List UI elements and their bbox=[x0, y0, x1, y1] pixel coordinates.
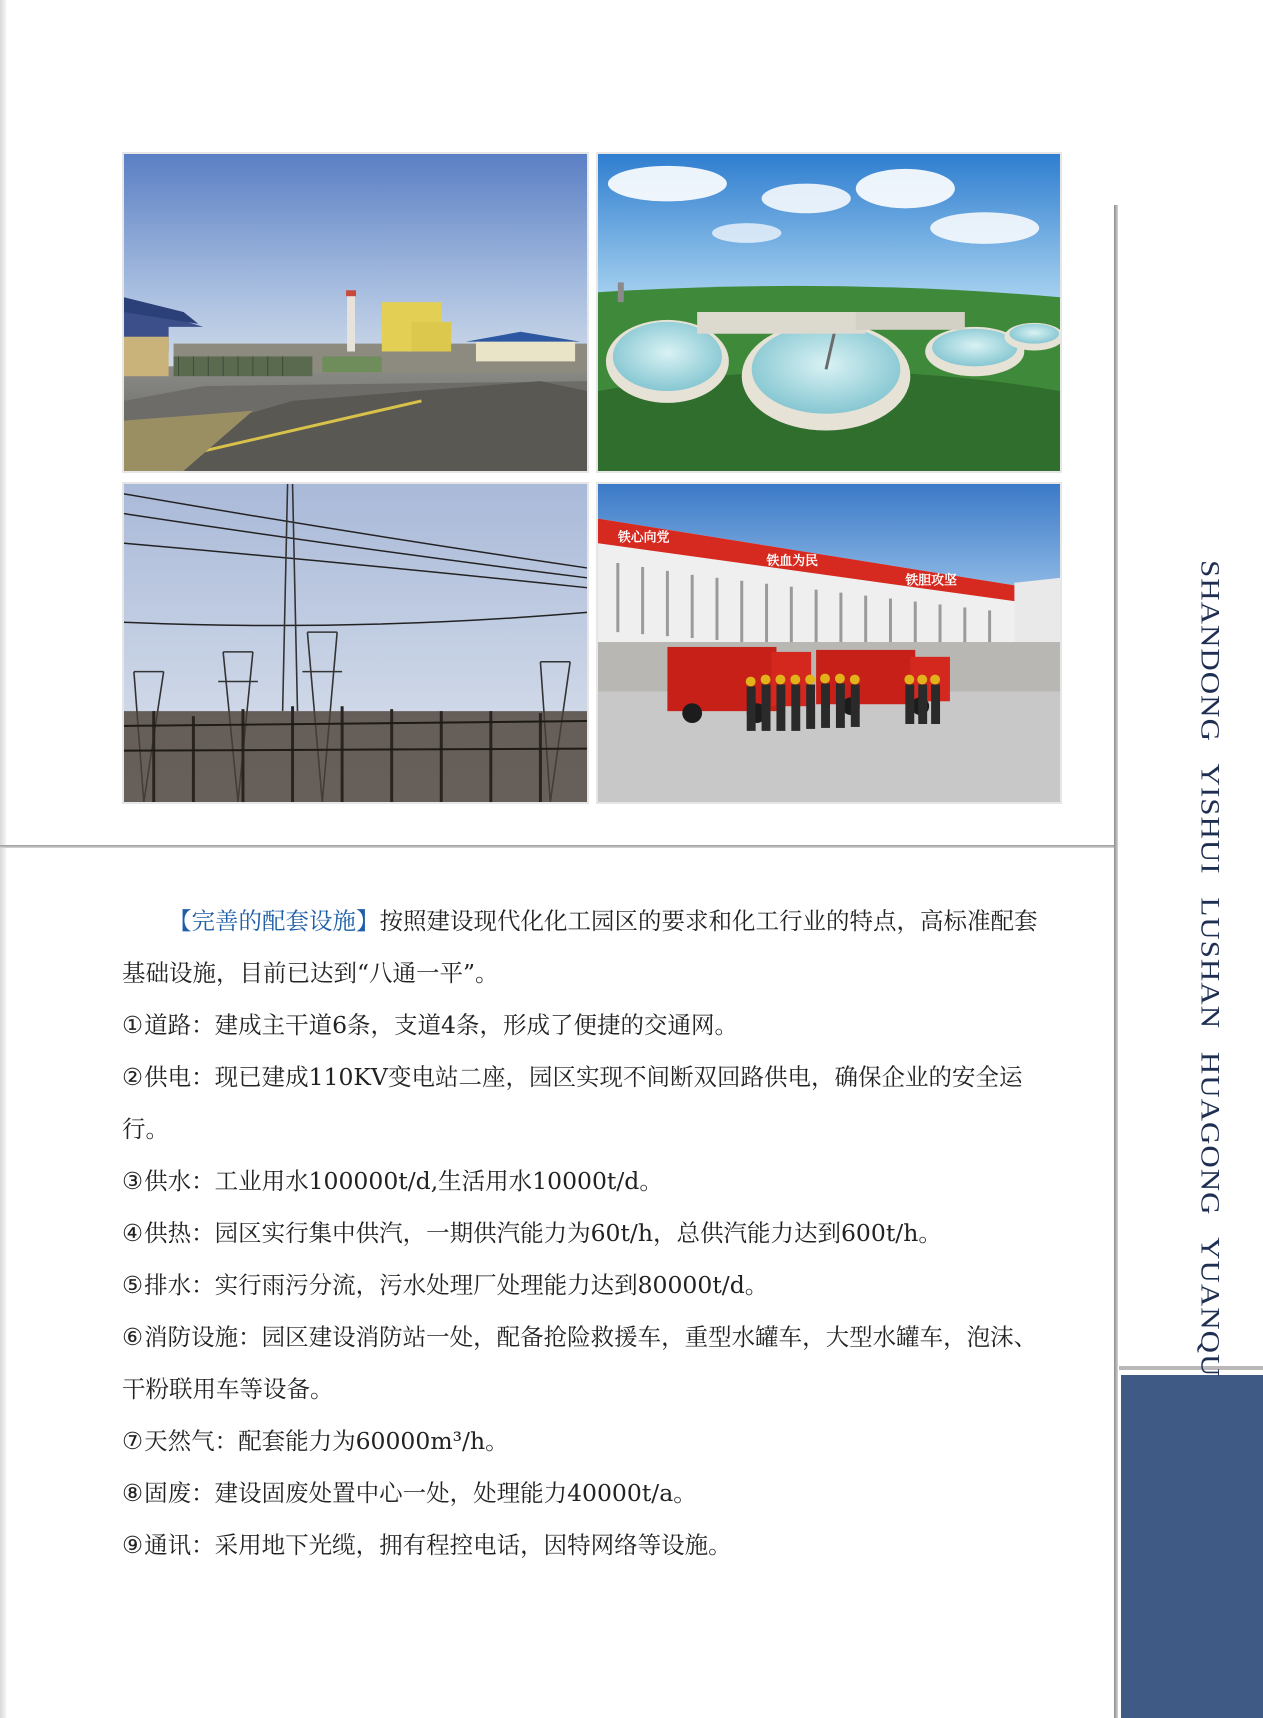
item-text: 供水：工业用水100000t/d,生活用水10000t/d。 bbox=[144, 1167, 663, 1195]
list-item-natural-gas bbox=[122, 1415, 1052, 1467]
page-edge-shadow bbox=[0, 0, 6, 1718]
fire-station-sign-1: 铁心向党 bbox=[617, 530, 670, 546]
item-number: ⑧ bbox=[122, 1479, 144, 1507]
vertical-divider bbox=[1114, 205, 1118, 1718]
power-substation-image bbox=[124, 484, 587, 802]
list-item-roads bbox=[122, 999, 1052, 1051]
park-gate-road-image bbox=[124, 154, 587, 471]
item-text: 通讯：采用地下光缆，拥有程控电话，因特网络等设施。 bbox=[144, 1531, 732, 1559]
facilities-text bbox=[122, 895, 1052, 1571]
list-item-communications bbox=[122, 1519, 1052, 1571]
intro-paragraph bbox=[122, 895, 1052, 999]
item-number: ⑤ bbox=[122, 1271, 144, 1299]
item-number: ③ bbox=[122, 1167, 144, 1195]
item-text: 固废：建设固废处置中心一处，处理能力40000t/a。 bbox=[144, 1479, 697, 1507]
item-text: 道路：建成主干道6条，支道4条，形成了便捷的交通网。 bbox=[144, 1011, 738, 1039]
fire-station-image bbox=[598, 484, 1060, 802]
photo-fire-station bbox=[596, 482, 1062, 804]
sidebar-title: SHANDONG YISHUI LUSHAN HUAGONG YUANQU bbox=[1195, 560, 1226, 1378]
fire-station-sign-3: 铁胆攻坚 bbox=[905, 573, 957, 589]
item-text: 消防设施：园区建设消防站一处，配备抢险救援车，重型水罐车，大型水罐车，泡沫、干粉联用车等设备。 bbox=[122, 1323, 1038, 1403]
list-item-heating bbox=[122, 1207, 1052, 1259]
item-text: 排水：实行雨污分流，污水处理厂处理能力达到80000t/d。 bbox=[144, 1271, 769, 1299]
item-text: 供电：现已建成110KV变电站二座，园区实现不间断双回路供电，确保企业的安全运行。 bbox=[122, 1063, 1023, 1143]
sidebar-divider bbox=[1119, 1366, 1263, 1370]
horizontal-divider bbox=[0, 845, 1117, 848]
item-number: ① bbox=[122, 1011, 144, 1039]
list-item-solid-waste bbox=[122, 1467, 1052, 1519]
sidebar-color-block bbox=[1121, 1375, 1263, 1718]
item-number: ④ bbox=[122, 1219, 144, 1247]
list-item-water-supply bbox=[122, 1155, 1052, 1207]
fire-station-sign-2: 铁血为民 bbox=[766, 554, 819, 569]
item-number: ⑨ bbox=[122, 1531, 144, 1559]
item-text: 供热：园区实行集中供汽，一期供汽能力为60t/h，总供汽能力达到600t/h。 bbox=[144, 1219, 942, 1247]
list-item-fire-protection bbox=[122, 1311, 1052, 1415]
item-number: ⑦ bbox=[122, 1427, 144, 1455]
list-item-drainage bbox=[122, 1259, 1052, 1311]
section-heading: 【完善的配套设施】 bbox=[168, 907, 380, 935]
item-text: 天然气：配套能力为60000m³/h。 bbox=[144, 1427, 509, 1455]
photo-park-gate-road bbox=[122, 152, 589, 473]
item-number: ⑥ bbox=[122, 1323, 144, 1351]
item-number: ② bbox=[122, 1063, 144, 1091]
photo-power-substation bbox=[122, 482, 589, 804]
list-item-power bbox=[122, 1051, 1052, 1155]
photo-sewage-treatment-plant bbox=[596, 152, 1062, 473]
intro-body: 按照建设现代化化工园区的要求和化工行业的特点，高标准配套基础设施，目前已达到“八通一平”。 bbox=[122, 907, 1038, 987]
sewage-treatment-plant-image bbox=[598, 154, 1060, 471]
